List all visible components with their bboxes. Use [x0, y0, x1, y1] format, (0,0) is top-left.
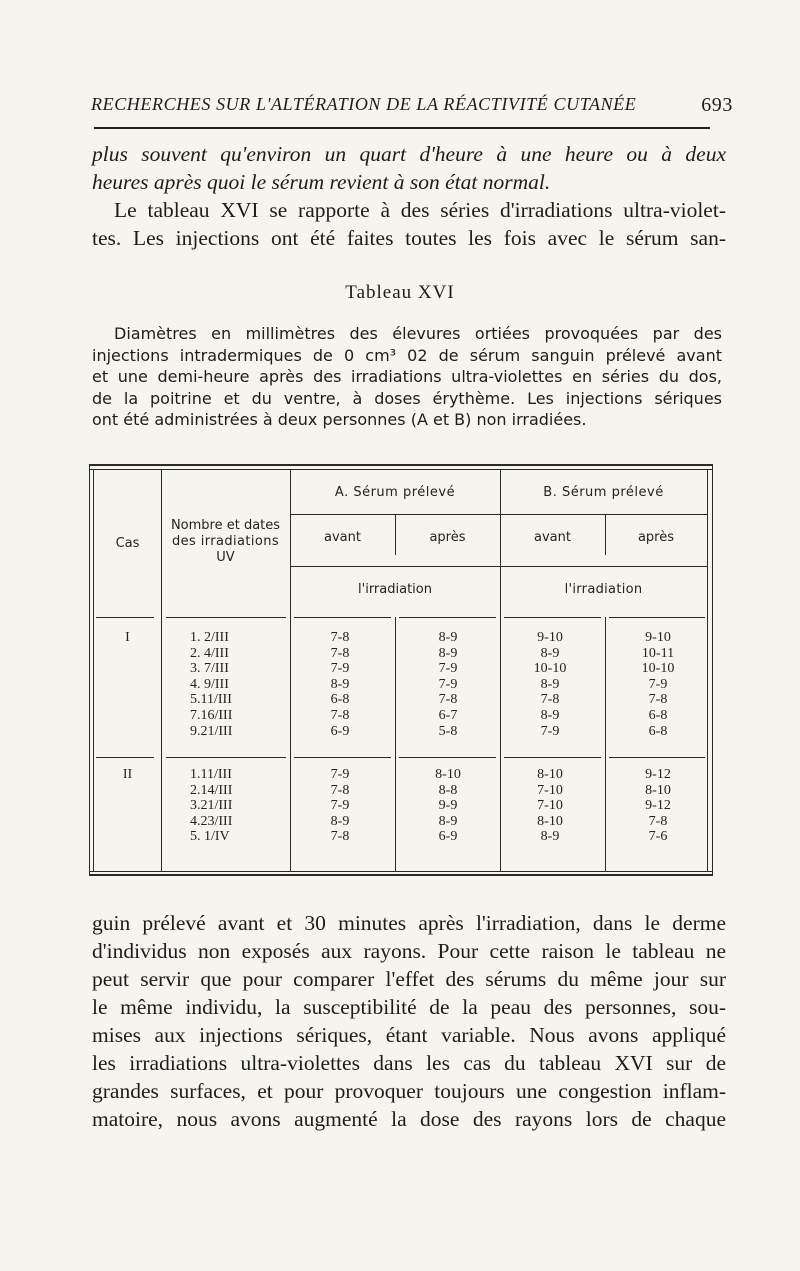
date-cell: 4.23/III	[190, 813, 233, 829]
value-cell: 8-9	[330, 813, 350, 829]
body-paragraph	[92, 909, 726, 1133]
table-title: Tableau XVI	[345, 282, 455, 303]
date-cell: 9.21/III	[190, 723, 233, 739]
value-cell: 8-9	[438, 630, 458, 645]
group-cas: I	[125, 630, 130, 645]
value-cell: 7-9	[438, 661, 458, 677]
value-cell: 9-10	[645, 630, 671, 645]
value-cell: 7-8	[330, 782, 350, 798]
value-cell: 7-9	[438, 676, 458, 692]
value-cell: 10-10	[533, 661, 567, 677]
header-a-avant: avant	[324, 530, 361, 545]
intro-line: heures après quoi le sérum revient à son état normal.	[92, 170, 551, 194]
table-left-rule	[89, 464, 90, 876]
value-cell: 8-9	[540, 676, 560, 692]
value-cell: 7-8	[330, 707, 350, 723]
intro-line: Le tableau XVI se rapporte à des séries d'irradiations ultra-violet-	[114, 198, 726, 222]
value-cell: 6-9	[330, 723, 350, 739]
value-cell: 10-10	[641, 661, 675, 677]
body-line: guin prélevé avant et 30 minutes après l'irradiation, dans le derme	[92, 911, 726, 935]
value-cell: 7-6	[648, 829, 668, 845]
header-body-rule	[399, 617, 496, 618]
group-cas: II	[122, 767, 133, 782]
col-b-avant	[500, 630, 600, 739]
value-cell: 8-9	[330, 676, 350, 692]
date-cell: 3. 7/III	[190, 661, 229, 677]
intro-paragraph	[92, 140, 726, 252]
body-line: d'individus non exposés aux rayons. Pour cette raison le tableau ne	[92, 939, 726, 963]
table-top-rule	[89, 464, 713, 466]
body-line: matoire, nous avons augmenté la dose des rayons lors de chaque	[92, 1107, 726, 1131]
caption-line: ont été administrées à deux personnes (A et B) non irradiées.	[92, 410, 587, 429]
value-cell: 7-10	[537, 798, 563, 814]
header-rule	[290, 566, 707, 567]
body-line: grandes surfaces, et pour provoquer toujours une congestion inflam-	[92, 1079, 726, 1103]
table-left-rule	[93, 469, 94, 872]
value-cell: 6-8	[648, 723, 668, 739]
header-body-rule	[294, 617, 391, 618]
col-b-apres	[608, 767, 708, 845]
group-rule	[294, 757, 391, 758]
header-body-rule	[609, 617, 705, 618]
value-cell: 9-12	[645, 767, 671, 782]
col-a-apres	[398, 630, 498, 739]
col-a-avant	[290, 630, 390, 739]
body-line: mises aux injections sériques, étant variable. Nous avons appliqué	[92, 1023, 726, 1047]
header-a-apres: après	[429, 530, 466, 545]
date-cell: 4. 9/III	[190, 676, 229, 692]
table-caption	[92, 323, 722, 431]
value-cell: 6-8	[648, 707, 668, 723]
header-rule	[94, 127, 710, 129]
col-a-avant	[290, 767, 390, 845]
value-cell: 9-10	[537, 630, 563, 645]
table-bottom-rule	[89, 871, 713, 872]
value-cell: 8-9	[438, 645, 458, 661]
header-b-avant: avant	[534, 530, 571, 545]
date-cell: 5.11/III	[190, 692, 232, 708]
caption-line: de la poitrine et du ventre, à doses érythème. Les injections sériques	[92, 388, 722, 408]
caption-line: injections intradermiques de 0 cm³ 02 de sérum sanguin prélevé avant	[92, 345, 722, 365]
header-b-apres: après	[637, 530, 675, 545]
value-cell: 7-9	[648, 676, 668, 692]
header-body-rule	[166, 617, 286, 618]
value-cell: 8-9	[540, 829, 560, 845]
body-line: le même individu, la susceptibilité de la peau des personnes, sou-	[92, 995, 726, 1019]
header-nombre	[161, 518, 290, 566]
body-line: les irradiations ultra-violettes dans les cas du tableau XVI sur de	[92, 1051, 726, 1075]
value-cell: 7-9	[330, 661, 350, 677]
value-cell: 6-7	[438, 707, 458, 723]
value-cell: 7-8	[648, 813, 668, 829]
date-cell: 1. 2/III	[190, 630, 229, 645]
value-cell: 5-8	[438, 723, 458, 739]
group-rule	[399, 757, 496, 758]
value-cell: 8-10	[435, 767, 461, 782]
header-body-rule	[96, 617, 154, 618]
table-right-rule	[712, 464, 713, 876]
caption-line: Diamètres en millimètres des élevures ortiées provoquées par des	[114, 324, 722, 343]
column-rule	[605, 617, 606, 871]
value-cell: 7-8	[540, 692, 560, 708]
value-cell: 6-9	[438, 829, 458, 845]
col-a-apres	[398, 767, 498, 845]
value-cell: 8-10	[537, 767, 563, 782]
value-cell: 7-8	[330, 829, 350, 845]
group-dates	[190, 630, 285, 739]
header-a-irradiation: l'irradiation	[358, 582, 432, 597]
page-number: 693	[701, 94, 733, 116]
header-cas: Cas	[115, 536, 140, 551]
body-line: peut servir que pour comparer l'effet des sérums du même jour sur	[92, 967, 726, 991]
running-head	[91, 94, 733, 115]
value-cell: 10-11	[641, 645, 675, 661]
value-cell: 9-12	[645, 798, 671, 814]
header-group-a: A. Sérum prélevé	[334, 485, 456, 500]
date-cell: 7.16/III	[190, 707, 233, 723]
value-cell: 8-9	[540, 645, 560, 661]
value-cell: 8-9	[540, 707, 560, 723]
value-cell: 8-8	[438, 782, 458, 798]
table-top-rule	[89, 469, 713, 470]
group-rule	[609, 757, 705, 758]
col-b-apres	[608, 630, 708, 739]
value-cell: 8-10	[645, 782, 671, 798]
header-nombre-line: Nombre et dates	[170, 518, 281, 533]
date-cell: 2. 4/III	[190, 645, 229, 661]
value-cell: 7-8	[330, 630, 350, 645]
header-nombre-line: des irradiations	[171, 534, 280, 549]
date-cell: 5. 1/IV	[190, 829, 230, 845]
header-rule	[290, 514, 707, 515]
header-group-b: B. Sérum prélevé	[543, 485, 664, 500]
intro-line: tes. Les injections ont été faites toutes les fois avec le sérum san-	[92, 226, 726, 250]
group-dates	[190, 767, 285, 845]
running-title: RECHERCHES SUR L'ALTÉRATION DE LA RÉACTIVITÉ CUTANÉE	[91, 94, 637, 114]
value-cell: 6-8	[330, 692, 350, 708]
group-rule	[504, 757, 601, 758]
group-rule	[166, 757, 286, 758]
header-b-irradiation: l'irradiation	[564, 582, 643, 597]
value-cell: 8-9	[438, 813, 458, 829]
header-body-rule	[504, 617, 601, 618]
value-cell: 7-9	[330, 767, 350, 782]
value-cell: 7-8	[330, 645, 350, 661]
col-b-avant	[500, 767, 600, 845]
value-cell: 7-9	[330, 798, 350, 814]
value-cell: 7-8	[648, 692, 668, 708]
column-rule	[395, 617, 396, 871]
date-cell: 1.11/III	[190, 767, 232, 782]
date-cell: 3.21/III	[190, 798, 233, 814]
date-cell: 2.14/III	[190, 782, 233, 798]
group-rule	[96, 757, 154, 758]
value-cell: 7-9	[540, 723, 560, 739]
value-cell: 7-10	[537, 782, 563, 798]
value-cell: 7-8	[438, 692, 458, 708]
intro-line: plus souvent qu'environ un quart d'heure à une heure ou à deux	[92, 142, 726, 166]
header-nombre-line: UV	[216, 550, 235, 565]
value-cell: 9-9	[438, 798, 458, 814]
caption-line: et une demi-heure après des irradiations ultra-violettes en séries du dos,	[92, 367, 722, 386]
table-bottom-rule	[89, 874, 713, 876]
value-cell: 8-10	[537, 813, 563, 829]
